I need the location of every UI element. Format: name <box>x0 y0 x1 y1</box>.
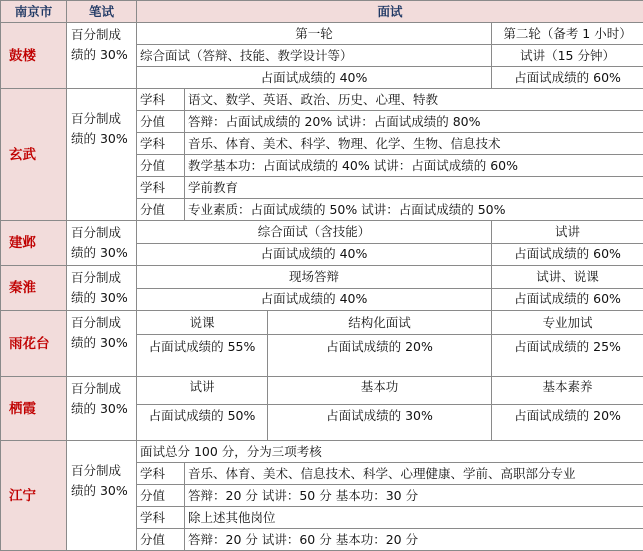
city-jianye: 建邺 <box>1 221 67 266</box>
jiangning-score-label-2: 分值 <box>137 529 185 551</box>
jianye-weight-b: 占面试成绩的 60% <box>492 243 643 266</box>
yuhuatai-item-b: 结构化面试 <box>268 311 492 335</box>
xuanwu-subjects-1: 语文、数学、英语、政治、历史、心理、特教 <box>185 89 643 111</box>
qixia-spacer-b <box>268 427 492 441</box>
jiangning-intro: 面试总分 100 分，分为三项考核 <box>137 441 643 463</box>
qixia-weight-c: 占面试成绩的 20% <box>492 405 643 427</box>
gulou-round2: 第二轮（备考 1 小时） <box>492 23 643 45</box>
gulou-weight2: 占面试成绩的 60% <box>492 67 643 89</box>
gulou-weight1: 占面试成绩的 40% <box>137 67 492 89</box>
xuanwu-scores-3: 专业素质：占面试成绩的 50% 试讲：占面试成绩的 50% <box>185 199 643 221</box>
written-qixia: 百分制成绩的 30% <box>67 377 137 441</box>
xuanwu-subjects-2: 音乐、体育、美术、科学、物理、化学、生物、信息技术 <box>185 133 643 155</box>
jiangning-subj-label-2: 学科 <box>137 507 185 529</box>
jiangning-subj-label-1: 学科 <box>137 463 185 485</box>
xuanwu-score-label-1: 分值 <box>137 111 185 133</box>
qinhuai-item-a: 现场答辩 <box>137 266 492 289</box>
written-gulou: 百分制成绩的 30% <box>67 23 137 89</box>
written-xuanwu: 百分制成绩的 30% <box>67 89 137 221</box>
qinhuai-weight-a: 占面试成绩的 40% <box>137 288 492 311</box>
city-xuanwu: 玄武 <box>1 89 67 221</box>
yuhuatai-spacer-c <box>492 359 643 377</box>
qixia-spacer-a <box>137 427 268 441</box>
jianye-item-b: 试讲 <box>492 221 643 244</box>
yuhuatai-weight-a: 占面试成绩的 55% <box>137 335 268 359</box>
qinhuai-item-b: 试讲、说课 <box>492 266 643 289</box>
xuanwu-scores-1: 答辩：占面试成绩的 20% 试讲：占面试成绩的 80% <box>185 111 643 133</box>
city-qinhuai: 秦淮 <box>1 266 67 311</box>
written-qinhuai: 百分制成绩的 30% <box>67 266 137 311</box>
xuanwu-subj-label-2: 学科 <box>137 133 185 155</box>
jianye-weight-a: 占面试成绩的 40% <box>137 243 492 266</box>
qixia-item-a: 试讲 <box>137 377 268 405</box>
city-gulou: 鼓楼 <box>1 23 67 89</box>
gulou-comp: 综合面试（答辩、技能、教学设计等） <box>137 45 492 67</box>
jiangning-scores-2: 答辩：20 分 试讲：60 分 基本功：20 分 <box>185 529 643 551</box>
qinhuai-weight-b: 占面试成绩的 60% <box>492 288 643 311</box>
xuanwu-score-label-3: 分值 <box>137 199 185 221</box>
qixia-weight-b: 占面试成绩的 30% <box>268 405 492 427</box>
xuanwu-subj-label-3: 学科 <box>137 177 185 199</box>
yuhuatai-item-c: 专业加试 <box>492 311 643 335</box>
yuhuatai-item-a: 说课 <box>137 311 268 335</box>
jiangning-score-label-1: 分值 <box>137 485 185 507</box>
yuhuatai-spacer-a <box>137 359 268 377</box>
gulou-lecture: 试讲（15 分钟） <box>492 45 643 67</box>
written-yuhuatai: 百分制成绩的 30% <box>67 311 137 377</box>
written-jianye: 百分制成绩的 30% <box>67 221 137 266</box>
qixia-spacer-c <box>492 427 643 441</box>
jiangning-subjects-2: 除上述其他岗位 <box>185 507 643 529</box>
qixia-weight-a: 占面试成绩的 50% <box>137 405 268 427</box>
xuanwu-scores-2: 教学基本功：占面试成绩的 40% 试讲：占面试成绩的 60% <box>185 155 643 177</box>
yuhuatai-weight-c: 占面试成绩的 25% <box>492 335 643 359</box>
xuanwu-subj-label-1: 学科 <box>137 89 185 111</box>
qixia-item-c: 基本素养 <box>492 377 643 405</box>
xuanwu-subjects-3: 学前教育 <box>185 177 643 199</box>
xuanwu-score-label-2: 分值 <box>137 155 185 177</box>
yuhuatai-spacer-b <box>268 359 492 377</box>
city-yuhuatai: 雨花台 <box>1 311 67 377</box>
city-qixia: 栖霞 <box>1 377 67 441</box>
city-jiangning: 江宁 <box>1 441 67 551</box>
header-written: 笔试 <box>67 1 137 23</box>
jiangning-scores-1: 答辩：20 分 试讲：50 分 基本功：30 分 <box>185 485 643 507</box>
yuhuatai-weight-b: 占面试成绩的 20% <box>268 335 492 359</box>
written-jiangning: 百分制成绩的 30% <box>67 441 137 551</box>
jianye-item-a: 综合面试（含技能） <box>137 221 492 244</box>
jiangning-subjects-1: 音乐、体育、美术、信息技术、科学、心理健康、学前、高职部分专业 <box>185 463 643 485</box>
gulou-round1: 第一轮 <box>137 23 492 45</box>
qixia-item-b: 基本功 <box>268 377 492 405</box>
header-interview: 面试 <box>137 1 643 23</box>
header-city: 南京市 <box>1 1 67 23</box>
